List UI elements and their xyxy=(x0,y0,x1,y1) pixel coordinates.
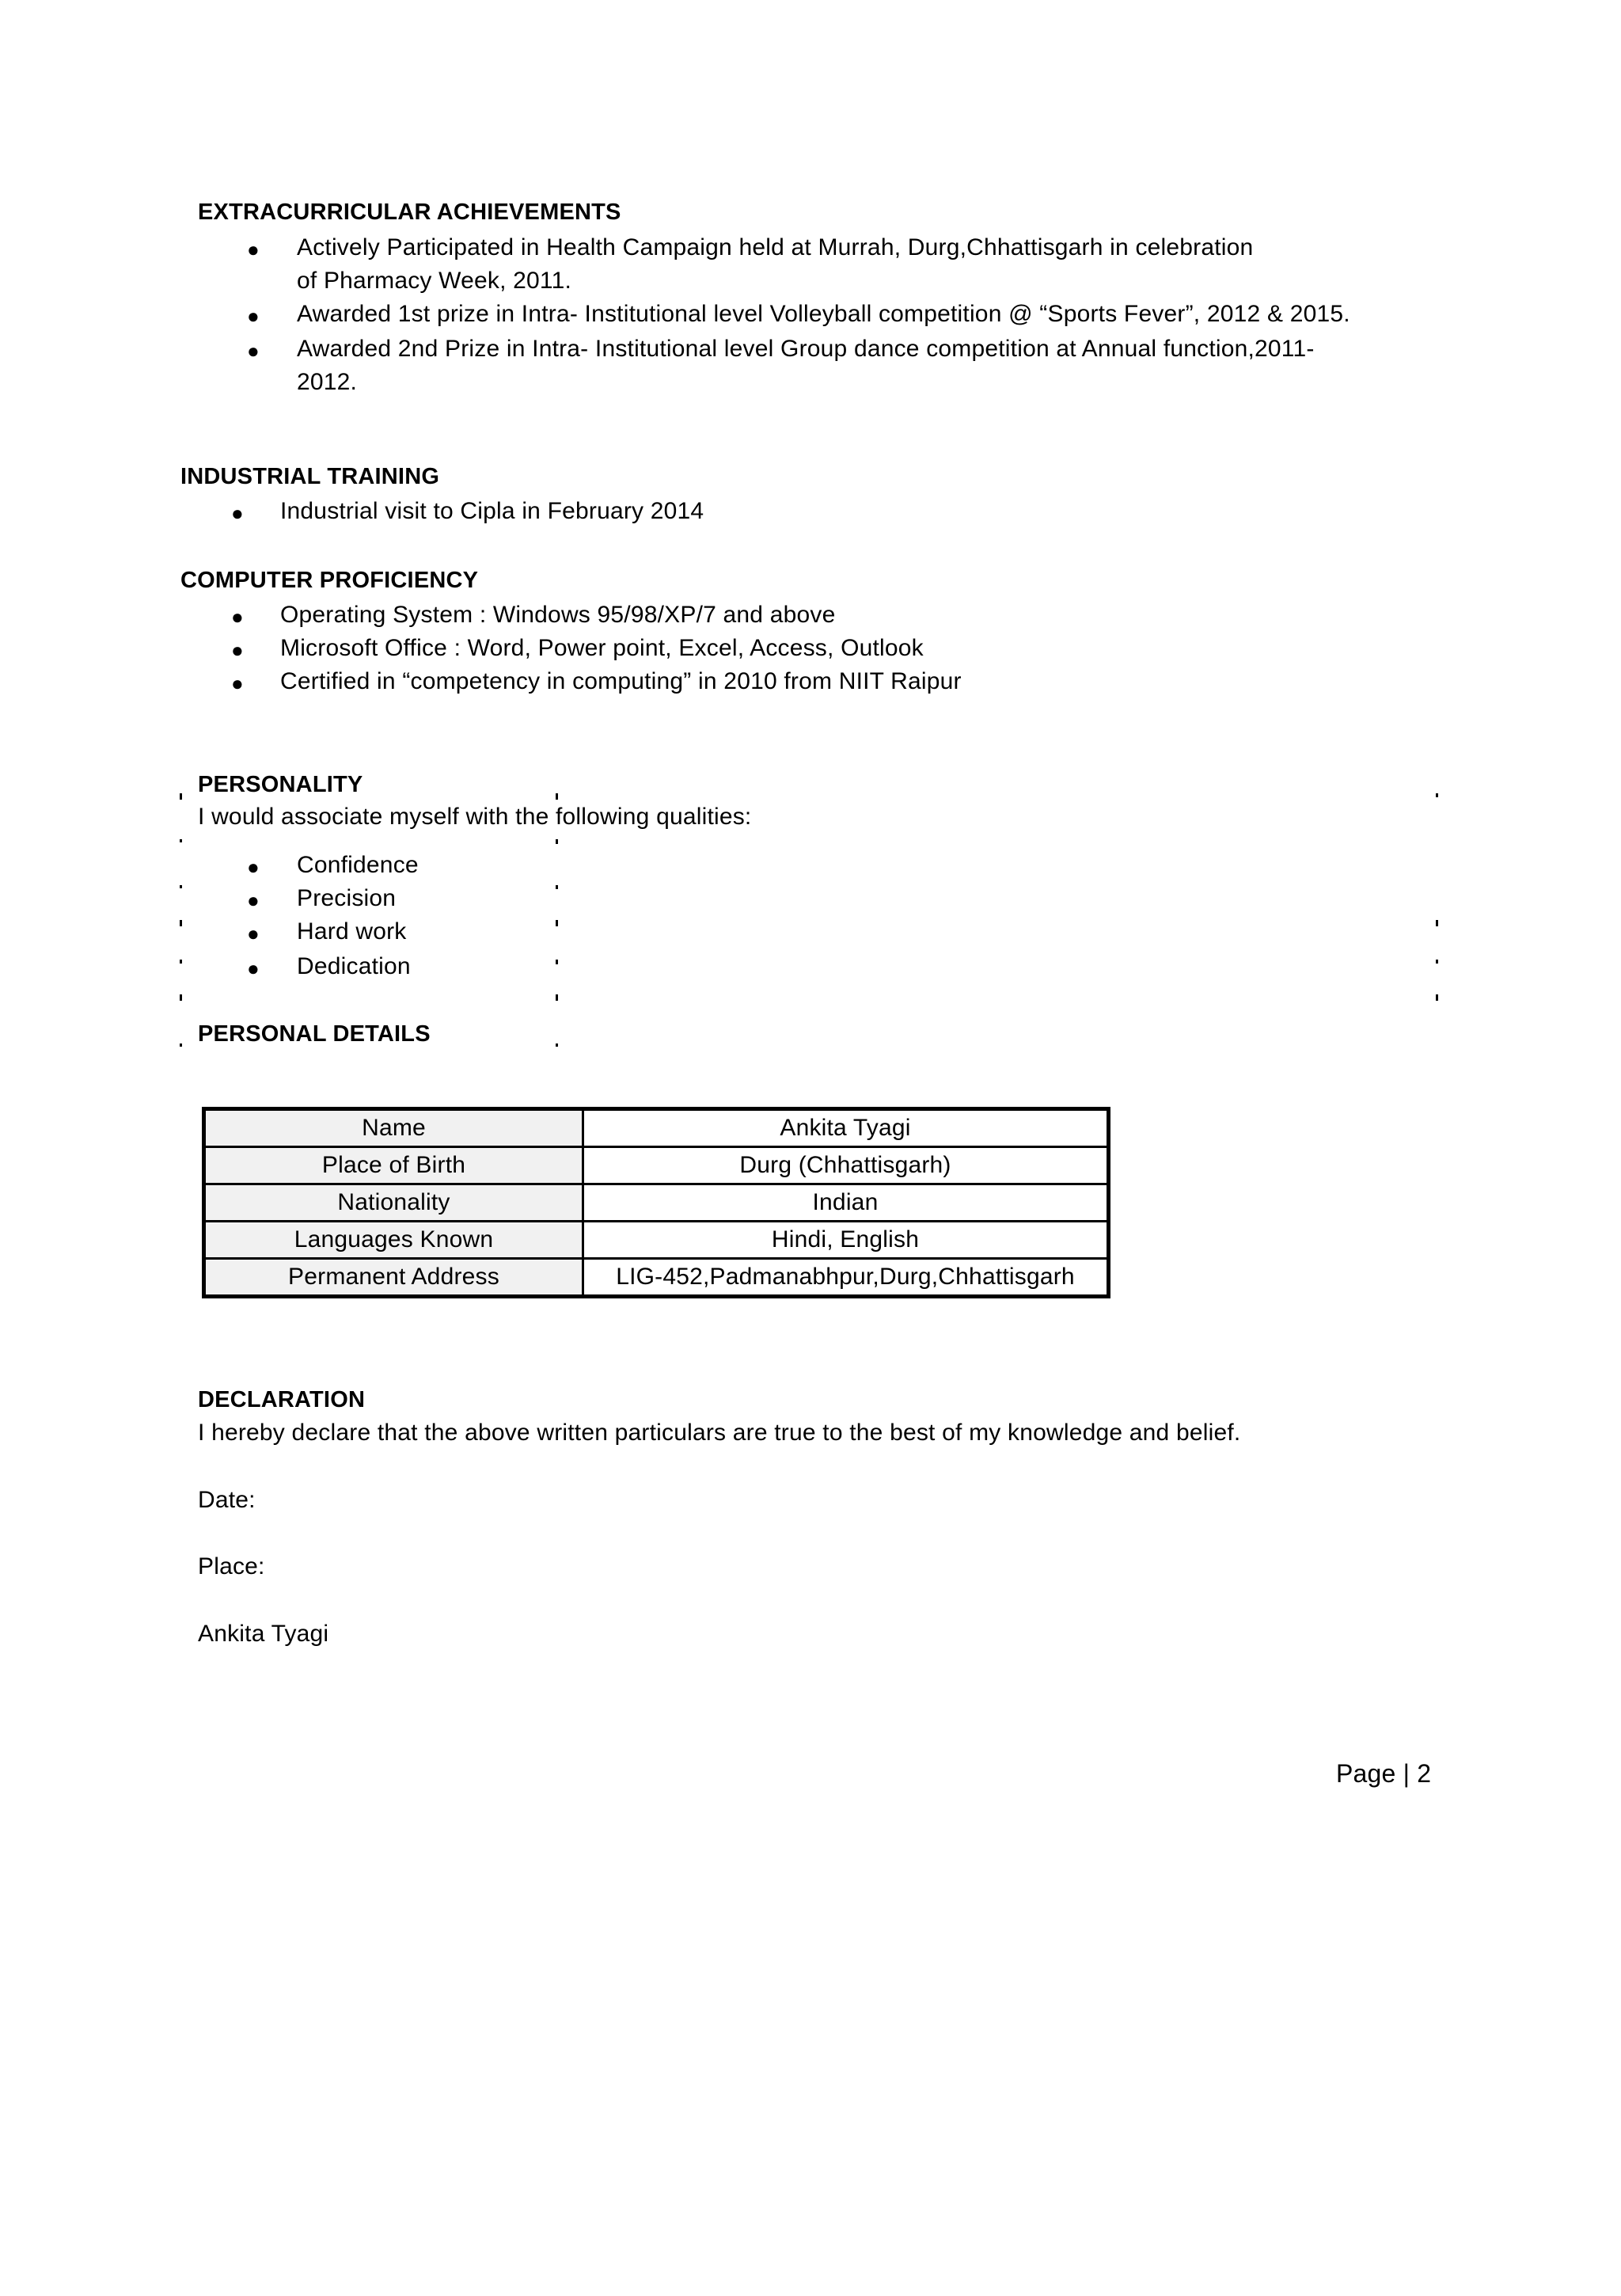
table-row xyxy=(204,1109,1109,1147)
declaration-heading: DECLARATION xyxy=(198,1387,366,1412)
bullet-icon: ● xyxy=(247,339,260,363)
table-row xyxy=(204,1259,1109,1297)
personality-item-4: Dedication xyxy=(297,953,411,979)
industrial-training-item: Industrial visit to Cipla in February 2014 xyxy=(280,498,704,524)
extracurricular-item-3-line-1: Awarded 2nd Prize in Intra- Institutional level Group dance competition at Annual function,2011- xyxy=(297,336,1315,362)
personal-details-table xyxy=(202,1107,1110,1298)
bullet-icon: ● xyxy=(247,956,260,980)
tick-mark xyxy=(180,960,182,964)
declaration-text: I hereby declare that the above written particulars are true to the best of my knowledge and belief. xyxy=(198,1420,1241,1446)
extracurricular-item-2: Awarded 1st prize in Intra- Institutional level Volleyball competition @ “Sports Fever”, 2012 & 2015. xyxy=(297,301,1350,327)
table-row xyxy=(204,1147,1109,1184)
place-label: Place: xyxy=(198,1553,265,1579)
bullet-icon: ● xyxy=(247,238,260,261)
extracurricular-heading: EXTRACURRICULAR ACHIEVEMENTS xyxy=(198,200,621,225)
tick-mark xyxy=(180,885,182,888)
table-row xyxy=(204,1222,1109,1259)
details-key-address: Permanent Address xyxy=(204,1259,583,1297)
tick-mark xyxy=(180,920,182,926)
bullet-icon: ● xyxy=(247,304,260,328)
page-number: Page | 2 xyxy=(1336,1759,1432,1788)
tick-mark xyxy=(556,994,558,1001)
extracurricular-item-1-line-2: of Pharmacy Week, 2011. xyxy=(297,268,571,294)
bullet-icon: ● xyxy=(247,855,260,879)
bullet-icon: ● xyxy=(231,638,244,662)
details-key-name: Name xyxy=(204,1109,583,1147)
tick-mark xyxy=(556,960,558,964)
tick-mark xyxy=(180,994,182,1001)
tick-mark xyxy=(180,1043,182,1047)
details-key-place-of-birth: Place of Birth xyxy=(204,1147,583,1184)
personality-heading: PERSONALITY xyxy=(198,772,363,797)
computer-proficiency-item-2: Microsoft Office : Word, Power point, Excel, Access, Outlook xyxy=(280,635,924,661)
date-label: Date: xyxy=(198,1487,256,1513)
signature-name: Ankita Tyagi xyxy=(198,1621,329,1647)
bullet-icon: ● xyxy=(231,501,244,525)
computer-proficiency-item-1: Operating System : Windows 95/98/XP/7 and above xyxy=(280,602,836,628)
details-value-place-of-birth: Durg (Chhattisgarh) xyxy=(583,1147,1109,1184)
details-key-nationality: Nationality xyxy=(204,1184,583,1222)
table-row xyxy=(204,1184,1109,1222)
details-value-nationality: Indian xyxy=(583,1184,1109,1222)
bullet-icon: ● xyxy=(247,922,260,945)
personality-item-2: Precision xyxy=(297,885,397,911)
tick-mark xyxy=(1436,793,1438,797)
tick-mark xyxy=(556,793,558,800)
personality-intro: I would associate myself with the following qualities: xyxy=(198,804,752,830)
extracurricular-item-1-line-1: Actively Participated in Health Campaign held at Murrah, Durg,Chhattisgarh in celebration xyxy=(297,234,1254,260)
details-value-address: LIG-452,Padmanabhpur,Durg,Chhattisgarh xyxy=(583,1259,1109,1297)
computer-proficiency-item-3: Certified in “competency in computing” in 2010 from NIIT Raipur xyxy=(280,668,962,694)
tick-mark xyxy=(556,885,558,889)
personality-item-3: Hard work xyxy=(297,918,407,945)
bullet-icon: ● xyxy=(247,888,260,912)
details-value-name: Ankita Tyagi xyxy=(583,1109,1109,1147)
tick-mark xyxy=(1436,960,1438,964)
details-value-languages: Hindi, English xyxy=(583,1222,1109,1259)
tick-mark xyxy=(180,839,182,842)
personal-details-heading: PERSONAL DETAILS xyxy=(198,1021,431,1047)
bullet-icon: ● xyxy=(231,605,244,629)
computer-proficiency-heading: COMPUTER PROFICIENCY xyxy=(180,568,479,593)
bullet-icon: ● xyxy=(231,671,244,695)
tick-mark xyxy=(1436,994,1438,1001)
tick-mark xyxy=(1436,920,1438,926)
details-key-languages: Languages Known xyxy=(204,1222,583,1259)
tick-mark xyxy=(180,793,182,800)
tick-mark xyxy=(556,1043,558,1047)
industrial-training-heading: INDUSTRIAL TRAINING xyxy=(180,464,440,489)
tick-mark xyxy=(556,839,558,844)
extracurricular-item-3-line-2: 2012. xyxy=(297,369,358,395)
personality-item-1: Confidence xyxy=(297,852,419,878)
tick-mark xyxy=(556,920,558,926)
